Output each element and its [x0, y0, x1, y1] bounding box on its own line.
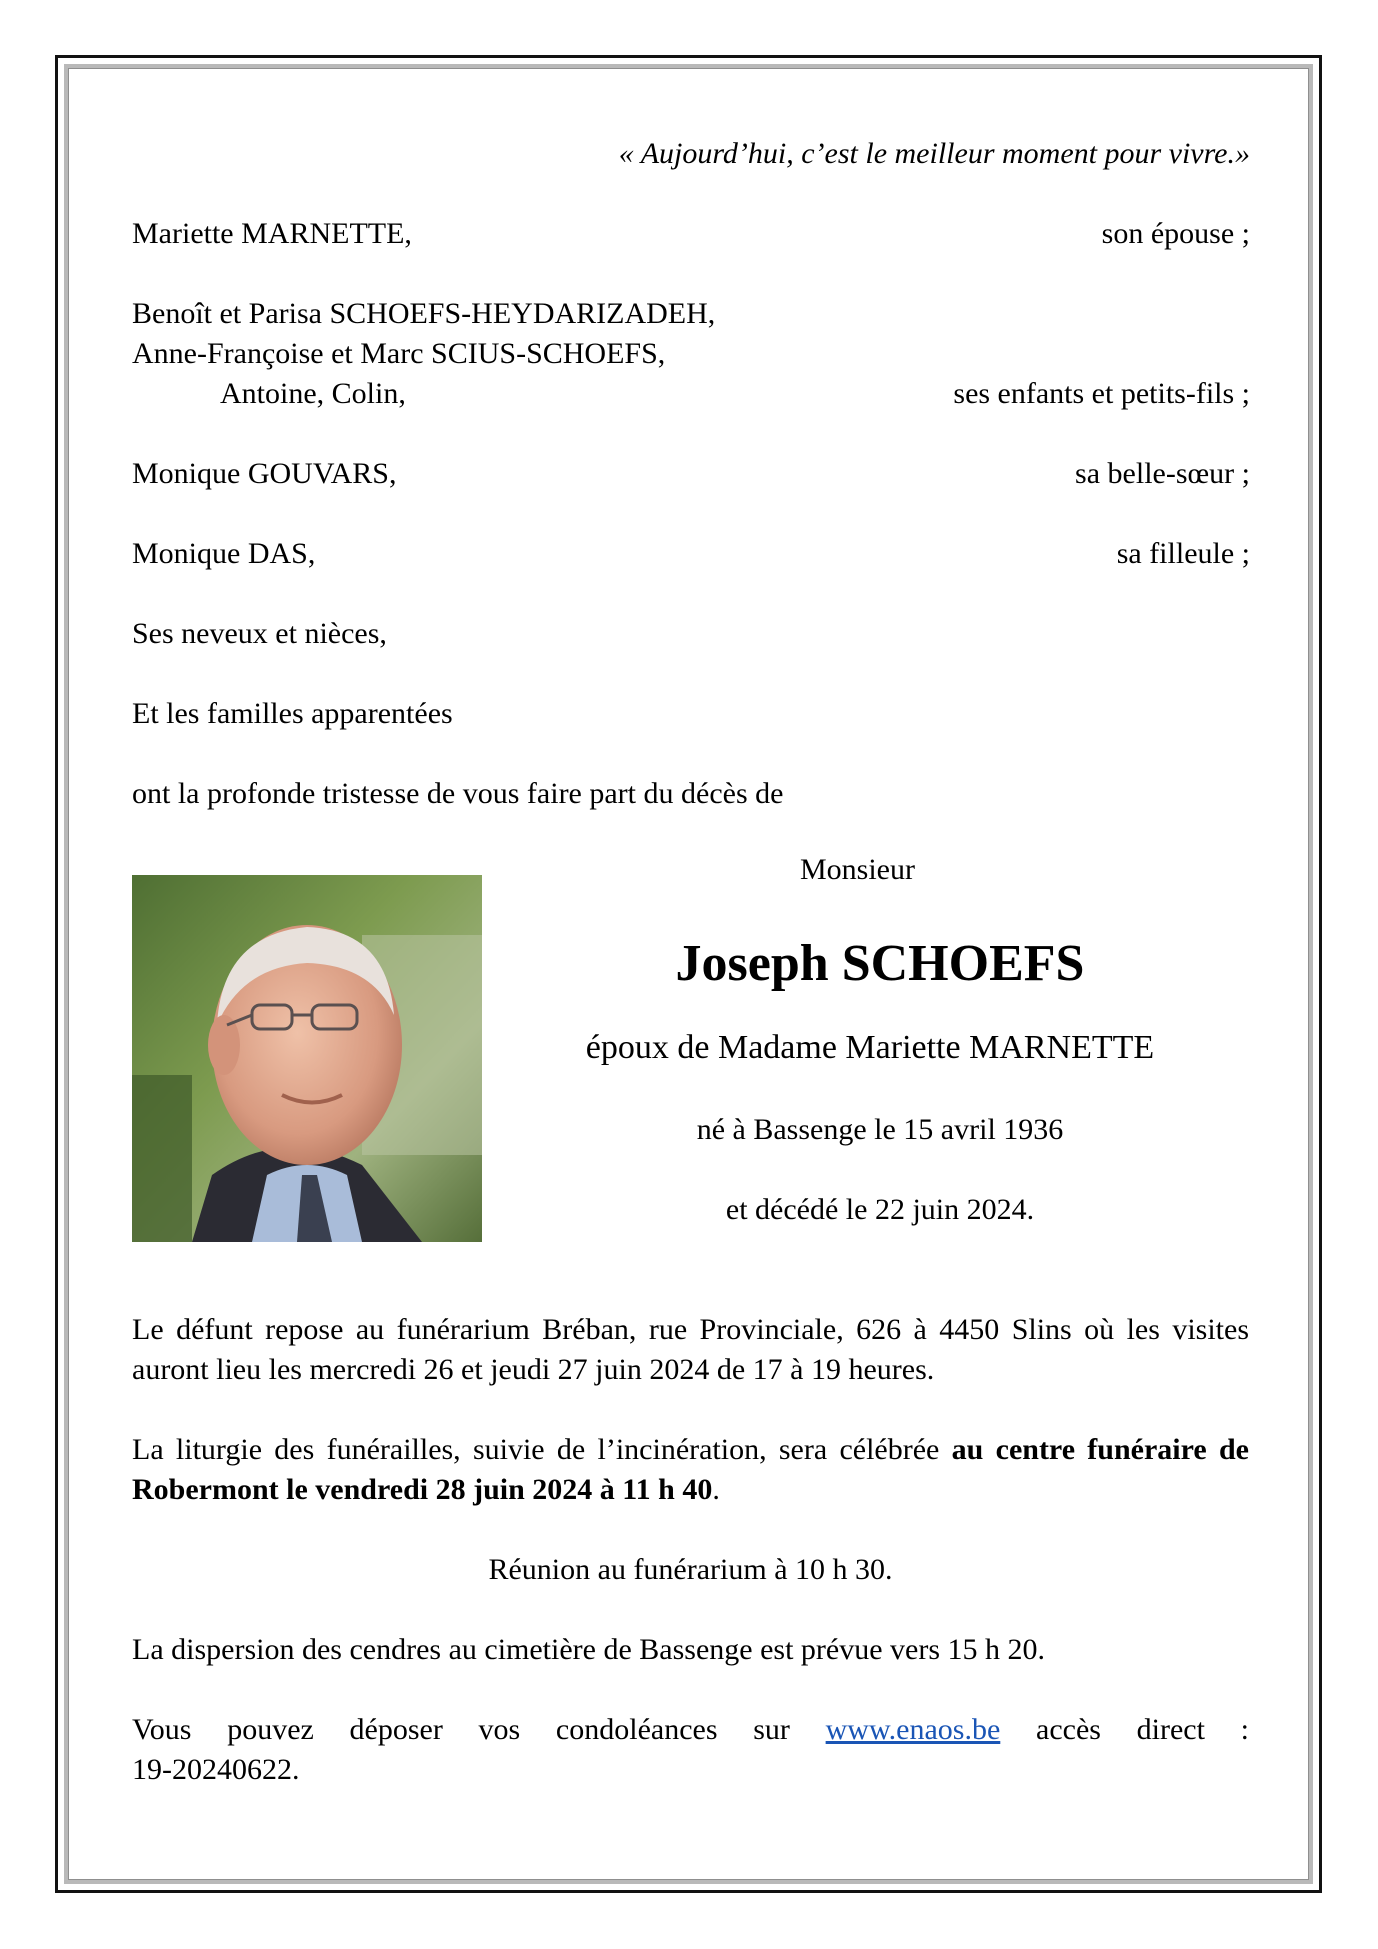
families-line: Et les familles apparentées [132, 697, 453, 730]
liturgy-end: . [712, 1473, 720, 1506]
family-sister-in-law-name: Monique GOUVARS, [132, 457, 397, 490]
announcement-line: ont la profonde tristesse de vous faire part du décès de [132, 777, 784, 810]
liturgy-location-time: au centre funéraire de Robermont le vendredi 28 juin 2024 à 11 h 40 [132, 1433, 1249, 1506]
deceased-spouse: époux de Madame Mariette MARNETTE [585, 1029, 1155, 1066]
deceased-born: né à Bassenge le 15 avril 1936 [696, 1113, 1064, 1146]
family-spouse-name: Mariette MARNETTE, [132, 217, 412, 250]
family-spouse-relation: son épouse ; [1101, 217, 1250, 250]
family-goddaughter-relation: sa filleule ; [1116, 537, 1250, 570]
family-children-relation: ses enfants et petits-fils ; [953, 377, 1250, 410]
condolences-middle: accès direct : [1000, 1713, 1250, 1746]
liturgy-paragraph [132, 1430, 1249, 1510]
visits-paragraph: Le défunt repose au funérarium Bréban, rue Provinciale, 626 à 4450 Slins où les visites auront lieu les mercredi 26 et jeudi 27 juin 2024 de 17 à 19 heures. [132, 1313, 1249, 1386]
family-sister-in-law-relation: sa belle-sœur ; [1075, 457, 1250, 490]
deceased-died: et décédé le 22 juin 2024. [725, 1193, 1035, 1226]
quote: « Aujourd’hui, c’est le meilleur moment pour vivre.» [618, 137, 1250, 170]
reunion-line: Réunion au funérarium à 10 h 30. [488, 1553, 893, 1586]
liturgy-intro: La liturgie des funérailles, suivie de l’incinération, sera célébrée [132, 1433, 952, 1466]
family-children-line-2: Anne-Françoise et Marc SCIUS-SCHOEFS, [132, 337, 666, 370]
deceased-photo [132, 875, 482, 1242]
condolences-line-1 [132, 1710, 1249, 1750]
family-goddaughter-name: Monique DAS, [132, 537, 316, 570]
condolences-code: 19-20240622. [132, 1753, 300, 1786]
dispersion-line: La dispersion des cendres au cimetière de Bassenge est prévue vers 15 h 20. [132, 1633, 1046, 1666]
condolences-link[interactable]: www.enaos.be [825, 1713, 1001, 1746]
family-grandchildren: Antoine, Colin, [220, 377, 406, 410]
deceased-name: Joseph SCHOEFS [675, 935, 1085, 992]
family-children-line-1: Benoît et Parisa SCHOEFS-HEYDARIZADEH, [132, 297, 716, 330]
nephews-line: Ses neveux et nièces, [132, 617, 387, 650]
deceased-title: Monsieur [800, 853, 915, 886]
condolences-intro: Vous pouvez déposer vos condoléances sur [132, 1713, 826, 1746]
